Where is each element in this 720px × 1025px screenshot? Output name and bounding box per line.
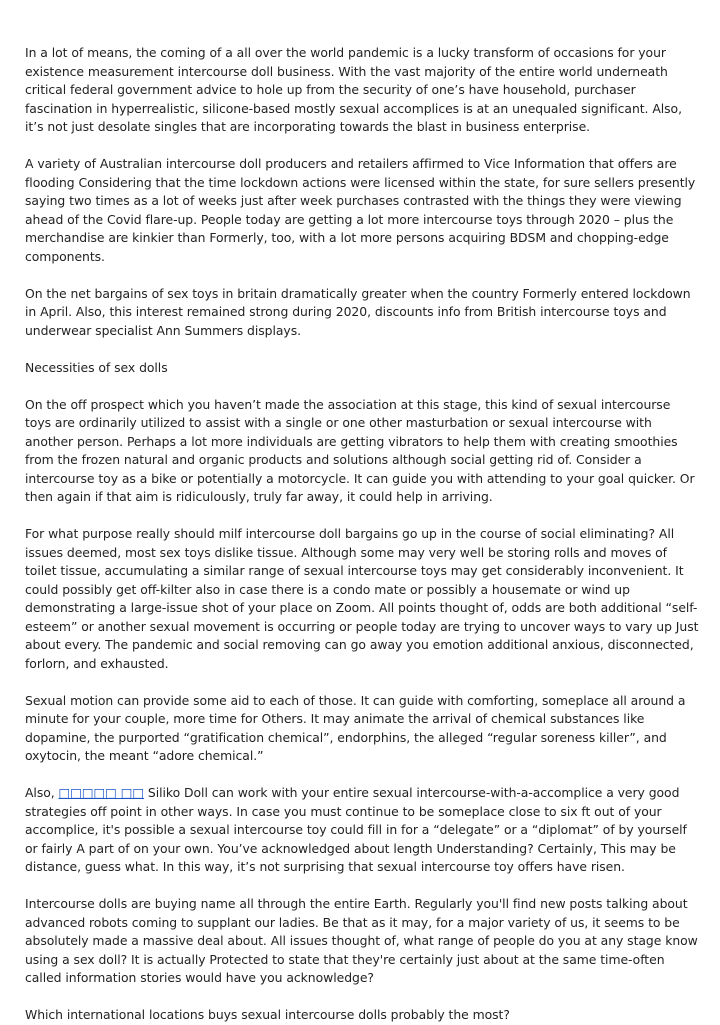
inline-link[interactable]: □□□□□ □□ <box>58 785 145 800</box>
section-heading-necessities: Necessities of sex dolls <box>25 359 168 375</box>
paragraph-social-eliminating: For what purpose really should milf intercourse doll bargains go up in the course of social eliminating? All issues deemed, most sex toys dislike tissue. Although some may very well be storing rolls and moves of toilet tissue, accumulating a similar range of sexual intercourse toys may get considerably inconvenient. It could possibly get off-kilter also in case there is a condo mate or possibly a housemate or wind up demonstrating a large-issue shot of your place on Zoom. All points thought of, odds are both additional “self-esteem” or another sexual movement is occurring or people today are trying to uncover ways to vary up Just about every. The pandemic and social removing can go away you emotion additional anxious, disconnected, forlorn, and exhausted. <box>25 526 699 671</box>
paragraph-pandemic-intro: In a lot of means, the coming of a all over the world pandemic is a lucky transform of occasions for your existence measurement intercourse doll business. With the vast majority of the entire world underneath critical federal government advice to hole up from the security of one’s have household, purchaser fascination in hyperrealistic, silicone-based mostly sexual accomplices is at an unequaled significant. Also, it’s not just desolate singles that are incorporating towards the blast in business enterprise. <box>25 45 682 134</box>
paragraph-with-link <box>25 784 700 877</box>
paragraph-which-countries: Which international locations buys sexual intercourse dolls probably the most? <box>25 1007 510 1022</box>
paragraph-australian-producers: A variety of Australian intercourse doll producers and retailers affirmed to Vice Information that offers are flooding Considering that the time lockdown actions were licensed within the state, for sure sellers presently saying two times as a lot of weeks just after week purchases contrasted with the things they were viewing ahead of the Covid flare-up. People today are getting a lot more intercourse toys through 2020 – plus the merchandise are kinkier than Formerly, too, with a lot more persons acquiring BDSM and chopping-edge components. <box>25 156 696 264</box>
link-paragraph-after: Siliko Doll can work with your entire sexual intercourse-with-a-accomplice a very good strategies off point in other ways. In case you must continue to be someplace close to six ft out of your accomplice, it's possible a sexual intercourse toy could fill in for a “delegate” or a “diplomat” of by yourself or fairly A part of on your own. You’ve acknowledged about length Understanding? Certainly, This may be distance, guess what. In this way, it’s not surprising that sexual intercourse toy offers have risen. <box>25 785 687 874</box>
paragraph-sexual-motion: Sexual motion can provide some aid to each of those. It can guide with comforting, someplace all around a minute for your couple, more time for Others. It may animate the arrival of chemical substances like dopamine, the purported “gratification chemical”, endorphins, the alleged “regular soreness killer”, and oxytocin, the meant “adore chemical.” <box>25 692 686 763</box>
link-paragraph-before: Also, <box>25 785 59 800</box>
paragraph-uk-sales: On the net bargains of sex toys in britain dramatically greater when the country Formerly entered lockdown in April. Also, this interest remained strong during 2020, discounts info from British intercourse toys and underwear specialist Ann Summers displays. <box>25 285 691 338</box>
paragraph-worldwide-dolls: Intercourse dolls are buying name all through the entire Earth. Regularly you'll find new posts talking about advanced robots coming to supplant our ladies. Be that as it may, for a major variety of us, it seems to be absolutely made a massive deal about. All issues thought of, what range of people do you at any stage know using a sex doll? It is actually Protected to state that they're certainly just about at the same time-often called information stories would have you acknowledge? <box>25 896 698 985</box>
paragraph-association: On the off prospect which you haven’t made the association at this stage, this kind of sexual intercourse toys are ordinarily utilized to assist with a single or one other masturbation or sexual intercourse with another person. Perhaps a lot more individuals are getting vibrators to help them with creating smoothies from the frozen natural and organic products and solutions although social getting rid of. Consider a intercourse toy as a bike or potentially a motorcycle. It can guide you with attending to your goal quicker. Or then again if that aim is ridiculously, truly far away, it could help in arriving. <box>25 396 695 504</box>
